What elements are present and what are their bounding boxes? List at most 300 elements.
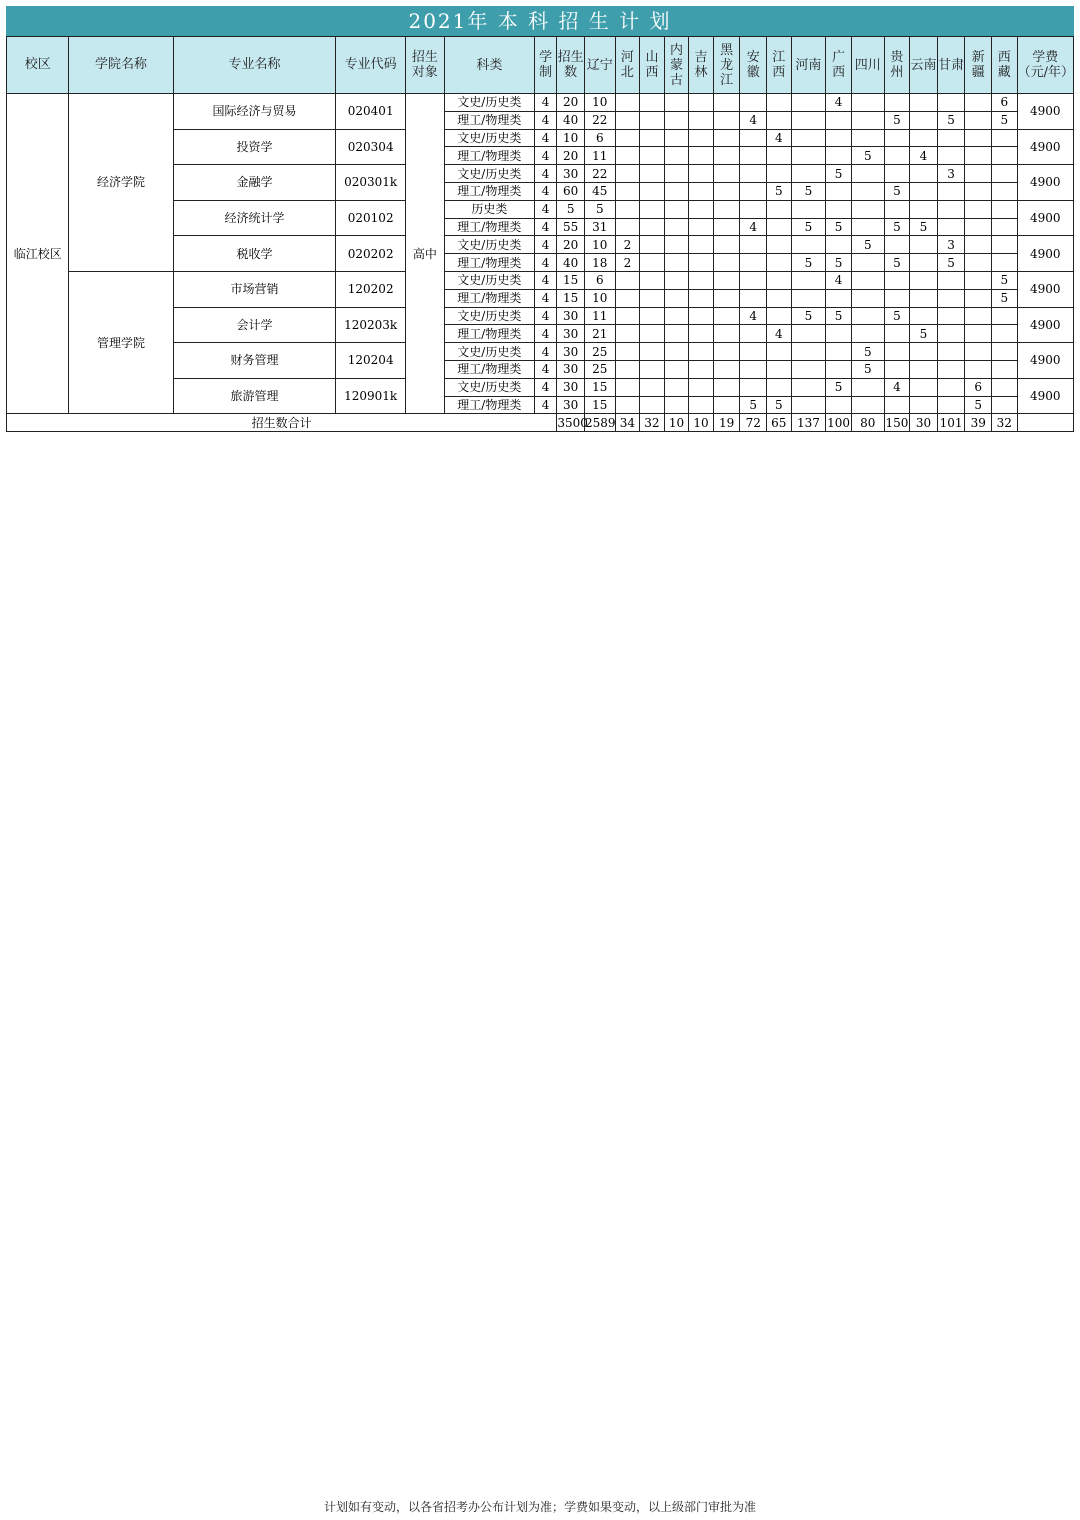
value-cell xyxy=(937,129,965,147)
totals-value: 150 xyxy=(885,415,909,430)
totals-value: 80 xyxy=(851,414,884,432)
value-cell: 文史/历史类 xyxy=(444,165,534,183)
fee-cell: 4900 xyxy=(1017,94,1073,130)
totals-plan: 3500 xyxy=(557,415,588,430)
value-cell xyxy=(992,378,1018,396)
value-cell xyxy=(992,254,1018,272)
fee-cell: 4900 xyxy=(1017,200,1073,236)
value-cell xyxy=(992,147,1018,165)
value-cell: 4 xyxy=(534,236,557,254)
value-cell xyxy=(664,182,689,200)
value-cell xyxy=(826,360,852,378)
value-cell xyxy=(851,182,884,200)
value-cell xyxy=(851,200,884,218)
value-cell: 4 xyxy=(826,94,852,112)
value-cell: 40 xyxy=(557,254,585,272)
value-cell: 10 xyxy=(584,94,615,112)
value-cell xyxy=(826,147,852,165)
header-row xyxy=(7,37,1074,94)
value-cell xyxy=(937,343,965,361)
value-cell: 理工/物理类 xyxy=(444,218,534,236)
fee-cell: 4900 xyxy=(1017,343,1073,379)
header-province: 黑龙江 xyxy=(713,37,740,94)
value-cell: 5 xyxy=(791,182,826,200)
value-cell xyxy=(965,182,992,200)
value-cell: 历史类 xyxy=(444,200,534,218)
value-cell xyxy=(910,254,938,272)
value-cell xyxy=(910,111,938,129)
value-cell: 4 xyxy=(534,360,557,378)
value-cell: 20 xyxy=(557,236,585,254)
value-cell: 文史/历史类 xyxy=(444,271,534,289)
code-cell: 020301k xyxy=(336,165,406,201)
value-cell xyxy=(791,325,826,343)
totals-value: 32 xyxy=(640,414,665,432)
value-cell xyxy=(713,396,740,414)
value-cell: 理工/物理类 xyxy=(444,111,534,129)
header-province: 云南 xyxy=(910,37,938,94)
value-cell: 5 xyxy=(937,254,965,272)
value-cell xyxy=(767,94,792,112)
value-cell xyxy=(689,343,714,361)
value-cell: 6 xyxy=(992,94,1018,112)
header-target: 招生对象 xyxy=(405,37,444,94)
value-cell: 5 xyxy=(826,378,852,396)
table-row xyxy=(7,271,1074,289)
value-cell xyxy=(615,200,640,218)
value-cell xyxy=(689,396,714,414)
header-college: 学院名称 xyxy=(69,37,173,94)
value-cell: 20 xyxy=(557,147,585,165)
value-cell: 5 xyxy=(791,307,826,325)
value-cell xyxy=(713,94,740,112)
value-cell xyxy=(664,289,689,307)
fee-cell: 4900 xyxy=(1017,307,1073,343)
value-cell xyxy=(713,236,740,254)
code-cell: 020304 xyxy=(336,129,406,165)
value-cell xyxy=(615,111,640,129)
value-cell: 5 xyxy=(884,182,910,200)
value-cell xyxy=(937,200,965,218)
value-cell xyxy=(615,289,640,307)
value-cell xyxy=(767,378,792,396)
value-cell xyxy=(615,182,640,200)
value-cell xyxy=(992,343,1018,361)
value-cell xyxy=(992,360,1018,378)
value-cell xyxy=(767,307,792,325)
value-cell xyxy=(992,218,1018,236)
value-cell: 理工/物理类 xyxy=(444,182,534,200)
value-cell xyxy=(791,111,826,129)
value-cell xyxy=(740,182,767,200)
value-cell: 5 xyxy=(851,236,884,254)
value-cell: 30 xyxy=(557,396,585,414)
value-cell xyxy=(615,165,640,183)
value-cell xyxy=(884,200,910,218)
header-province: 广西 xyxy=(826,37,852,94)
value-cell: 4 xyxy=(534,343,557,361)
fee-cell: 4900 xyxy=(1017,129,1073,165)
value-cell xyxy=(884,165,910,183)
code-cell: 120204 xyxy=(336,343,406,379)
value-cell xyxy=(937,182,965,200)
value-cell xyxy=(791,236,826,254)
value-cell: 10 xyxy=(557,129,585,147)
table-row xyxy=(7,94,1074,112)
value-cell xyxy=(689,94,714,112)
value-cell xyxy=(689,378,714,396)
value-cell xyxy=(740,254,767,272)
value-cell: 文史/历史类 xyxy=(444,236,534,254)
value-cell xyxy=(791,94,826,112)
value-cell: 55 xyxy=(557,218,585,236)
value-cell: 4 xyxy=(534,111,557,129)
value-cell xyxy=(640,325,665,343)
header-province: 河南 xyxy=(791,37,826,94)
value-cell: 5 xyxy=(884,111,910,129)
totals-value: 32 xyxy=(992,414,1018,432)
value-cell xyxy=(640,94,665,112)
value-cell xyxy=(713,378,740,396)
value-cell xyxy=(826,396,852,414)
value-cell: 5 xyxy=(826,307,852,325)
major-cell: 市场营销 xyxy=(173,271,336,307)
value-cell: 5 xyxy=(851,147,884,165)
value-cell xyxy=(713,343,740,361)
value-cell xyxy=(992,307,1018,325)
totals-value: 19 xyxy=(713,414,740,432)
value-cell xyxy=(851,218,884,236)
value-cell: 40 xyxy=(557,111,585,129)
value-cell xyxy=(910,182,938,200)
code-cell: 020401 xyxy=(336,94,406,130)
value-cell xyxy=(615,147,640,165)
totals-value: 65 xyxy=(767,414,792,432)
value-cell xyxy=(992,200,1018,218)
value-cell xyxy=(884,360,910,378)
value-cell xyxy=(910,343,938,361)
value-cell: 3 xyxy=(937,236,965,254)
value-cell: 25 xyxy=(584,360,615,378)
footer-note: 计划如有变动，以各省招考办公布计划为准；学费如果变动，以上级部门审批为准 xyxy=(323,1500,756,1514)
value-cell xyxy=(713,111,740,129)
value-cell: 10 xyxy=(584,236,615,254)
value-cell: 4 xyxy=(884,378,910,396)
totals-value: 100 xyxy=(827,415,851,430)
value-cell xyxy=(689,182,714,200)
value-cell xyxy=(992,325,1018,343)
value-cell xyxy=(965,218,992,236)
value-cell xyxy=(713,200,740,218)
value-cell xyxy=(615,378,640,396)
value-cell xyxy=(884,147,910,165)
value-cell xyxy=(664,360,689,378)
value-cell xyxy=(965,254,992,272)
header-province: 江西 xyxy=(767,37,792,94)
value-cell: 30 xyxy=(557,343,585,361)
value-cell xyxy=(689,236,714,254)
value-cell xyxy=(615,343,640,361)
value-cell xyxy=(640,165,665,183)
value-cell xyxy=(992,165,1018,183)
header-province: 贵州 xyxy=(884,37,910,94)
value-cell xyxy=(689,165,714,183)
header-duration: 学制 xyxy=(534,37,557,94)
value-cell xyxy=(965,165,992,183)
value-cell: 4 xyxy=(534,165,557,183)
totals-value: 10 xyxy=(689,414,714,432)
value-cell xyxy=(910,307,938,325)
value-cell: 文史/历史类 xyxy=(444,94,534,112)
value-cell: 4 xyxy=(534,325,557,343)
value-cell xyxy=(937,147,965,165)
value-cell xyxy=(884,289,910,307)
value-cell xyxy=(689,360,714,378)
value-cell xyxy=(713,271,740,289)
header-province: 西藏 xyxy=(992,37,1018,94)
value-cell: 30 xyxy=(557,378,585,396)
value-cell xyxy=(664,236,689,254)
value-cell xyxy=(884,343,910,361)
value-cell xyxy=(937,307,965,325)
value-cell: 理工/物理类 xyxy=(444,325,534,343)
header-province: 山西 xyxy=(640,37,665,94)
value-cell xyxy=(851,271,884,289)
value-cell xyxy=(992,129,1018,147)
value-cell: 31 xyxy=(584,218,615,236)
value-cell: 30 xyxy=(557,360,585,378)
value-cell: 4 xyxy=(534,200,557,218)
value-cell xyxy=(615,129,640,147)
value-cell: 18 xyxy=(584,254,615,272)
value-cell: 4 xyxy=(534,147,557,165)
code-cell: 120202 xyxy=(336,271,406,307)
value-cell: 4 xyxy=(534,307,557,325)
value-cell xyxy=(689,271,714,289)
value-cell: 4 xyxy=(534,378,557,396)
value-cell xyxy=(640,289,665,307)
value-cell: 理工/物理类 xyxy=(444,396,534,414)
value-cell: 理工/物理类 xyxy=(444,254,534,272)
value-cell xyxy=(826,111,852,129)
value-cell xyxy=(826,343,852,361)
major-cell: 会计学 xyxy=(173,307,336,343)
value-cell xyxy=(791,129,826,147)
value-cell: 理工/物理类 xyxy=(444,147,534,165)
value-cell: 5 xyxy=(851,343,884,361)
value-cell xyxy=(910,236,938,254)
value-cell xyxy=(992,182,1018,200)
value-cell: 5 xyxy=(992,271,1018,289)
totals-value: 39 xyxy=(965,414,992,432)
value-cell: 30 xyxy=(557,165,585,183)
value-cell: 4 xyxy=(740,218,767,236)
totals-fee xyxy=(1017,414,1073,432)
value-cell xyxy=(937,325,965,343)
value-cell: 5 xyxy=(826,218,852,236)
value-cell xyxy=(664,200,689,218)
value-cell xyxy=(713,129,740,147)
header-plan: 招生数 xyxy=(557,37,585,94)
value-cell xyxy=(851,165,884,183)
value-cell xyxy=(851,289,884,307)
value-cell xyxy=(664,129,689,147)
value-cell: 6 xyxy=(584,271,615,289)
value-cell xyxy=(740,378,767,396)
value-cell xyxy=(640,343,665,361)
value-cell xyxy=(791,343,826,361)
value-cell xyxy=(740,94,767,112)
value-cell xyxy=(826,129,852,147)
value-cell: 5 xyxy=(937,111,965,129)
value-cell xyxy=(689,200,714,218)
value-cell xyxy=(689,254,714,272)
value-cell xyxy=(664,94,689,112)
value-cell: 4 xyxy=(767,325,792,343)
value-cell xyxy=(767,147,792,165)
value-cell xyxy=(640,129,665,147)
value-cell xyxy=(740,200,767,218)
value-cell xyxy=(965,307,992,325)
value-cell xyxy=(910,271,938,289)
value-cell xyxy=(910,289,938,307)
value-cell xyxy=(689,307,714,325)
value-cell xyxy=(615,307,640,325)
value-cell xyxy=(992,396,1018,414)
value-cell xyxy=(791,378,826,396)
value-cell xyxy=(965,129,992,147)
totals-value: 10 xyxy=(664,414,689,432)
value-cell: 4 xyxy=(826,271,852,289)
value-cell xyxy=(767,271,792,289)
value-cell: 5 xyxy=(851,360,884,378)
totals-value: 101 xyxy=(937,414,965,432)
header-province: 辽宁 xyxy=(584,37,615,94)
value-cell xyxy=(851,94,884,112)
header-province: 安徽 xyxy=(740,37,767,94)
value-cell xyxy=(767,343,792,361)
value-cell: 20 xyxy=(557,94,585,112)
value-cell xyxy=(937,94,965,112)
value-cell xyxy=(689,289,714,307)
totals-value: 30 xyxy=(910,414,938,432)
value-cell xyxy=(826,236,852,254)
value-cell xyxy=(767,218,792,236)
header-province: 内蒙古 xyxy=(664,37,689,94)
value-cell: 4 xyxy=(534,289,557,307)
value-cell xyxy=(640,271,665,289)
value-cell: 15 xyxy=(557,289,585,307)
value-cell: 5 xyxy=(884,254,910,272)
value-cell xyxy=(937,360,965,378)
major-cell: 旅游管理 xyxy=(173,378,336,414)
value-cell xyxy=(664,325,689,343)
value-cell xyxy=(965,271,992,289)
value-cell: 5 xyxy=(884,307,910,325)
value-cell: 5 xyxy=(992,111,1018,129)
value-cell: 4 xyxy=(910,147,938,165)
header-province: 甘肃 xyxy=(937,37,965,94)
value-cell xyxy=(826,182,852,200)
value-cell: 文史/历史类 xyxy=(444,307,534,325)
value-cell: 5 xyxy=(767,396,792,414)
value-cell xyxy=(689,129,714,147)
value-cell xyxy=(640,396,665,414)
value-cell xyxy=(664,254,689,272)
value-cell xyxy=(615,360,640,378)
value-cell xyxy=(965,236,992,254)
code-cell: 120203k xyxy=(336,307,406,343)
value-cell xyxy=(664,218,689,236)
header-code: 专业代码 xyxy=(336,37,406,94)
value-cell xyxy=(791,271,826,289)
value-cell xyxy=(851,254,884,272)
value-cell xyxy=(640,307,665,325)
value-cell xyxy=(884,236,910,254)
value-cell xyxy=(767,165,792,183)
value-cell xyxy=(884,325,910,343)
value-cell: 4 xyxy=(767,129,792,147)
header-province: 河北 xyxy=(615,37,640,94)
value-cell xyxy=(965,325,992,343)
value-cell: 5 xyxy=(826,254,852,272)
value-cell xyxy=(740,325,767,343)
value-cell xyxy=(965,94,992,112)
value-cell xyxy=(965,111,992,129)
value-cell xyxy=(910,396,938,414)
value-cell: 15 xyxy=(557,271,585,289)
value-cell xyxy=(826,200,852,218)
value-cell xyxy=(767,289,792,307)
value-cell xyxy=(640,200,665,218)
value-cell: 5 xyxy=(557,200,585,218)
value-cell xyxy=(965,147,992,165)
value-cell: 5 xyxy=(767,182,792,200)
value-cell xyxy=(791,396,826,414)
value-cell xyxy=(615,218,640,236)
value-cell: 5 xyxy=(910,218,938,236)
value-cell: 11 xyxy=(584,307,615,325)
value-cell xyxy=(791,289,826,307)
value-cell xyxy=(965,360,992,378)
value-cell xyxy=(664,271,689,289)
table-body xyxy=(7,94,1074,432)
value-cell xyxy=(740,129,767,147)
value-cell: 2 xyxy=(615,236,640,254)
value-cell: 理工/物理类 xyxy=(444,360,534,378)
value-cell: 21 xyxy=(584,325,615,343)
value-cell: 30 xyxy=(557,325,585,343)
value-cell: 5 xyxy=(740,396,767,414)
value-cell: 4 xyxy=(740,111,767,129)
value-cell xyxy=(851,129,884,147)
header-province: 四川 xyxy=(851,37,884,94)
value-cell xyxy=(713,218,740,236)
value-cell xyxy=(713,147,740,165)
code-cell: 020202 xyxy=(336,236,406,272)
value-cell xyxy=(910,360,938,378)
value-cell: 4 xyxy=(534,396,557,414)
value-cell xyxy=(615,325,640,343)
college-cell: 管理学院 xyxy=(69,271,173,413)
value-cell xyxy=(884,129,910,147)
totals-label: 招生数合计 xyxy=(7,414,557,432)
value-cell xyxy=(740,271,767,289)
campus-cell: 临江校区 xyxy=(7,94,69,414)
fee-cell: 4900 xyxy=(1017,236,1073,272)
value-cell xyxy=(713,165,740,183)
value-cell xyxy=(851,396,884,414)
